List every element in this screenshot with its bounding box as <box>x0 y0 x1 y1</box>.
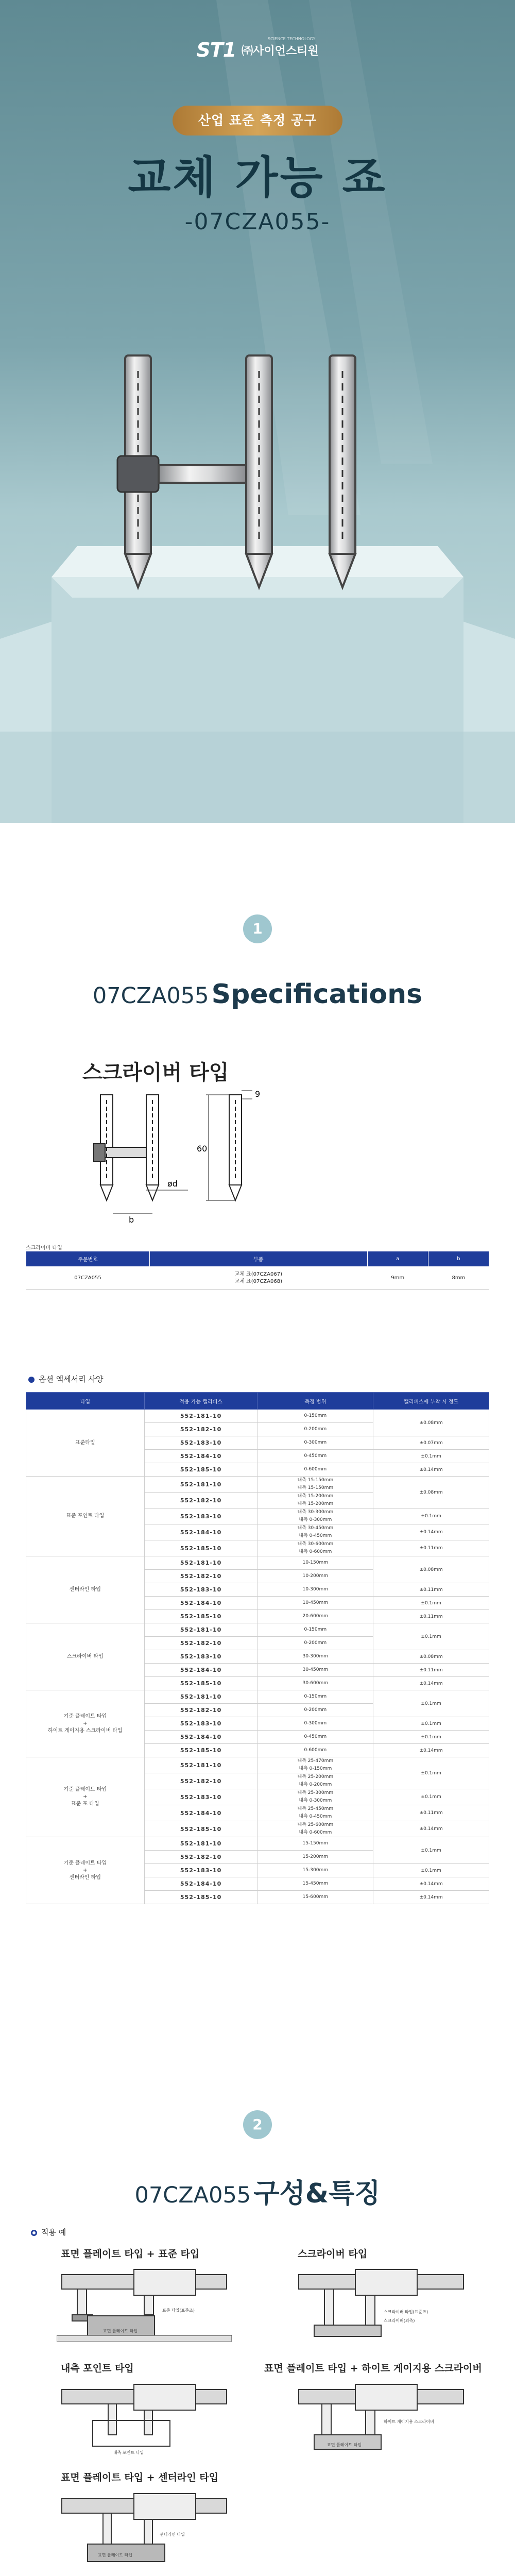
model-cell: 552-183-10 <box>144 1436 258 1450</box>
model-cell: 552-185-10 <box>144 1540 258 1556</box>
range-cell: 내측 15-200mm 내측 15-200mm <box>258 1493 373 1509</box>
options-table-header: 타입 <box>26 1393 145 1410</box>
brand-tagline: SCIENCE TECHNOLOGY <box>268 37 316 41</box>
accuracy-cell: ±0.1mm <box>373 1509 489 1524</box>
model-cell: 552-181-10 <box>144 1623 258 1637</box>
model-cell: 552-181-10 <box>144 1690 258 1704</box>
type-cell: 스크라이버 타입 <box>26 1623 145 1690</box>
small-table-caption: 스크라이버 타입 <box>26 1245 62 1251</box>
range-cell: 0-150mm <box>258 1690 373 1704</box>
usage-note: 표면 플레이트 타입 <box>103 2329 138 2333</box>
range-cell: 내측 30-450mm 내측 0-450mm <box>258 1524 373 1540</box>
category-pill: 산업 표준 측정 공구 <box>173 106 342 135</box>
drawing-label: 스크라이버 타입 <box>82 1061 229 1084</box>
accuracy-cell: ±0.1mm <box>373 1623 489 1650</box>
model-cell: 552-182-10 <box>144 1704 258 1717</box>
type-cell: 센터라인 타입 <box>26 1556 145 1623</box>
usage-label: 표면 플레이트 타입 + 표준 타입 <box>61 2248 200 2260</box>
type-cell: 기준 플레이트 타입 + 센터라인 타입 <box>26 1837 145 1904</box>
part-table-header: 주문번호 <box>26 1251 150 1267</box>
model-cell: 552-184-10 <box>144 1597 258 1610</box>
range-cell: 30-300mm <box>258 1650 373 1664</box>
accuracy-cell: ±0.14mm <box>373 1524 489 1540</box>
range-cell: 30-600mm <box>258 1677 373 1690</box>
model-cell: 552-185-10 <box>144 1744 258 1757</box>
range-cell: 15-450mm <box>258 1877 373 1891</box>
table-row <box>26 1267 489 1290</box>
brand-name: ㈜사이언스티원 <box>242 44 319 58</box>
range-cell: 내측 25-300mm 내측 0-300mm <box>258 1789 373 1805</box>
usage-figure <box>294 2379 469 2456</box>
dim-a: 9 <box>255 1089 261 1099</box>
model-cell: 552-185-10 <box>144 1891 258 1904</box>
type-cell: 표준타입 <box>26 1410 145 1477</box>
brand-logo <box>0 39 515 61</box>
model-cell: 552-185-10 <box>144 1821 258 1837</box>
part-table-header: a <box>367 1251 428 1267</box>
accuracy-cell: ±0.1mm <box>373 1731 489 1744</box>
model-cell: 552-182-10 <box>144 1423 258 1436</box>
accuracy-cell: ±0.14mm <box>373 1877 489 1891</box>
section-heading: 구성&특징 <box>253 2178 381 2209</box>
table-row <box>26 1690 489 1704</box>
model-cell: 552-181-10 <box>144 1477 258 1493</box>
type-cell: 기준 플레이트 타입 + 하이트 게이지용 스크라이버 타입 <box>26 1690 145 1757</box>
model-cell: 552-185-10 <box>144 1677 258 1690</box>
range-cell: 10-200mm <box>258 1570 373 1583</box>
dim-d: ød <box>167 1179 178 1189</box>
accuracy-cell: ±0.14mm <box>373 1891 489 1904</box>
table-cell: 교체 죠(07CZA067) 교체 죠(07CZA068) <box>149 1267 367 1290</box>
type-cell: 표준 포인트 타입 <box>26 1477 145 1556</box>
options-heading <box>28 1374 103 1384</box>
range-cell: 20-600mm <box>258 1610 373 1623</box>
model-cell: 552-183-10 <box>144 1864 258 1877</box>
dim-b: b <box>129 1215 134 1224</box>
usage-note: 내측 포인트 타입 <box>113 2450 144 2455</box>
accuracy-cell: ±0.11mm <box>373 1610 489 1623</box>
range-cell: 0-600mm <box>258 1744 373 1757</box>
model-cell: 552-185-10 <box>144 1610 258 1623</box>
range-cell: 10-450mm <box>258 1597 373 1610</box>
section-title-specifications <box>0 979 515 1010</box>
accuracy-cell: ±0.1mm <box>373 1757 489 1789</box>
model-cell: 552-185-10 <box>144 1463 258 1477</box>
model-cell: 552-181-10 <box>144 1837 258 1851</box>
model-cell: 552-184-10 <box>144 1524 258 1540</box>
accuracy-cell: ±0.1mm <box>373 1690 489 1717</box>
usage-label: 스크라이버 타입 <box>298 2248 368 2260</box>
model-cell: 552-182-10 <box>144 1570 258 1583</box>
section-number-2: 2 <box>243 2110 272 2139</box>
model-cell: 552-183-10 <box>144 1789 258 1805</box>
table-row <box>26 1410 489 1423</box>
range-cell: 0-200mm <box>258 1423 373 1436</box>
accuracy-cell: ±0.14mm <box>373 1463 489 1477</box>
accuracy-cell: ±0.14mm <box>373 1821 489 1837</box>
range-cell: 내측 25-200mm 내측 0-200mm <box>258 1773 373 1789</box>
options-table <box>26 1392 489 1904</box>
model-cell: 552-184-10 <box>144 1664 258 1677</box>
table-row <box>26 1623 489 1637</box>
options-table-header: 캘리퍼스에 부착 시 정도 <box>373 1393 489 1410</box>
dim-height: 60 <box>197 1144 208 1154</box>
usage-figure <box>294 2264 469 2342</box>
usage-note: 표준 타입(표준죠) <box>162 2308 195 2313</box>
model-cell: 552-184-10 <box>144 1805 258 1821</box>
range-cell: 0-200mm <box>258 1704 373 1717</box>
usage-note: 센터라인 타입 <box>160 2532 185 2537</box>
table-cell: 9mm <box>367 1267 428 1290</box>
accuracy-cell: ±0.1mm <box>373 1837 489 1864</box>
model-cell: 552-183-10 <box>144 1650 258 1664</box>
section-heading: Specifications <box>211 979 423 1010</box>
part-table <box>26 1251 489 1290</box>
usage-label: 표면 플레이트 타입 + 센터라인 타입 <box>61 2472 218 2483</box>
range-cell: 0-200mm <box>258 1637 373 1650</box>
range-cell: 내측 25-470mm 내측 0-150mm <box>258 1757 373 1773</box>
usage-figure <box>57 2488 232 2566</box>
range-cell: 내측 25-450mm 내측 0-450mm <box>258 1805 373 1821</box>
model-cell: 552-183-10 <box>144 1509 258 1524</box>
range-cell: 내측 15-150mm 내측 15-150mm <box>258 1477 373 1493</box>
options-table-header: 적용 가능 캘리퍼스 <box>144 1393 258 1410</box>
section-code: 07CZA055 <box>134 2182 251 2208</box>
brand-mark: ST1 <box>196 39 236 61</box>
range-cell: 내측 30-300mm 내측 0-300mm <box>258 1509 373 1524</box>
accuracy-cell: ±0.14mm <box>373 1677 489 1690</box>
range-cell: 0-150mm <box>258 1410 373 1423</box>
accuracy-cell: ±0.1mm <box>373 1597 489 1610</box>
table-cell: 07CZA055 <box>26 1267 150 1290</box>
usage-figure <box>57 2264 232 2342</box>
accuracy-cell: ±0.08mm <box>373 1477 489 1509</box>
accuracy-cell: ±0.14mm <box>373 1744 489 1757</box>
range-cell: 내측 30-600mm 내측 0-600mm <box>258 1540 373 1556</box>
model-cell: 552-181-10 <box>144 1757 258 1773</box>
model-cell: 552-182-10 <box>144 1773 258 1789</box>
range-cell: 15-300mm <box>258 1864 373 1877</box>
model-cell: 552-184-10 <box>144 1731 258 1744</box>
range-cell: 15-600mm <box>258 1891 373 1904</box>
model-cell: 552-184-10 <box>144 1877 258 1891</box>
accuracy-cell: ±0.08mm <box>373 1650 489 1664</box>
usage-heading <box>31 2227 66 2238</box>
type-cell: 기준 플레이트 타입 + 표준 포 타입 <box>26 1757 145 1837</box>
range-cell: 0-450mm <box>258 1731 373 1744</box>
usage-note: 스크라이버 타입(표준죠) <box>384 2310 428 2314</box>
accuracy-cell: ±0.08mm <box>373 1556 489 1583</box>
range-cell: 10-150mm <box>258 1556 373 1570</box>
range-cell: 0-450mm <box>258 1450 373 1463</box>
table-row <box>26 1757 489 1773</box>
model-cell: 552-182-10 <box>144 1637 258 1650</box>
bullet-icon <box>28 1377 35 1383</box>
part-table-header: 부품 <box>149 1251 367 1267</box>
model-cell: 552-183-10 <box>144 1717 258 1731</box>
range-cell: 내측 25-600mm 내측 0-600mm <box>258 1821 373 1837</box>
options-table-header: 측정 범위 <box>258 1393 373 1410</box>
range-cell: 0-600mm <box>258 1463 373 1477</box>
range-cell: 10-300mm <box>258 1583 373 1597</box>
model-cell: 552-183-10 <box>144 1583 258 1597</box>
accuracy-cell: ±0.1mm <box>373 1717 489 1731</box>
table-row <box>26 1556 489 1570</box>
usage-note: 하이트 게이지용 스크라이버 <box>384 2419 434 2424</box>
accuracy-cell: ±0.1mm <box>373 1450 489 1463</box>
range-cell: 0-150mm <box>258 1623 373 1637</box>
model-cell: 552-182-10 <box>144 1851 258 1864</box>
section-title-features <box>0 2172 515 2210</box>
model-cell: 552-182-10 <box>144 1493 258 1509</box>
range-cell: 0-300mm <box>258 1717 373 1731</box>
bullet-icon <box>31 2230 37 2236</box>
accuracy-cell: ±0.11mm <box>373 1805 489 1821</box>
section-code: 07CZA055 <box>92 983 209 1009</box>
usage-label: 표면 플레이트 타입 + 하이트 게이지용 스크라이버 <box>264 2363 482 2374</box>
accuracy-cell: ±0.1mm <box>373 1864 489 1877</box>
model-cell: 552-184-10 <box>144 1450 258 1463</box>
accuracy-cell: ±0.07mm <box>373 1436 489 1450</box>
table-cell: 8mm <box>428 1267 489 1290</box>
accuracy-cell: ±0.1mm <box>373 1789 489 1805</box>
usage-figure <box>57 2379 232 2456</box>
table-row <box>26 1477 489 1493</box>
accuracy-cell: ±0.11mm <box>373 1583 489 1597</box>
usage-note: 표면 플레이트 타입 <box>327 2443 362 2447</box>
hero-model: -07CZA055- <box>184 209 331 235</box>
table-row <box>26 1837 489 1851</box>
accuracy-cell: ±0.11mm <box>373 1540 489 1556</box>
usage-note: 표면 플레이트 타입 <box>98 2553 132 2557</box>
usage-label: 내측 포인트 타입 <box>61 2363 134 2374</box>
accuracy-cell: ±0.08mm <box>373 1410 489 1436</box>
usage-heading-text: 적용 예 <box>41 2228 66 2237</box>
model-cell: 552-181-10 <box>144 1556 258 1570</box>
spec-drawing <box>77 1084 314 1224</box>
part-table-header: b <box>428 1251 489 1267</box>
range-cell: 30-450mm <box>258 1664 373 1677</box>
section-number-1: 1 <box>243 914 272 943</box>
hero-banner <box>0 0 515 823</box>
hero-title: 교체 가능 죠 <box>128 152 387 204</box>
range-cell: 15-200mm <box>258 1851 373 1864</box>
range-cell: 15-150mm <box>258 1837 373 1851</box>
accuracy-cell: ±0.11mm <box>373 1664 489 1677</box>
usage-note: 스크라이버(외측) <box>384 2318 415 2323</box>
model-cell: 552-181-10 <box>144 1410 258 1423</box>
range-cell: 0-300mm <box>258 1436 373 1450</box>
options-heading-text: 옵션 액세서리 사양 <box>39 1375 104 1384</box>
